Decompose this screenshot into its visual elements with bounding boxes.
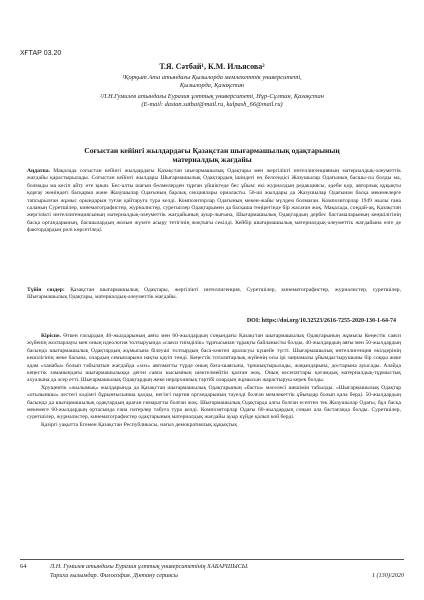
- body-paragraph-1-text: Өткен ғасырдың 40-жылдарының аяғы мен 60-жылдардың соңындағы Қазақстан шығармашылық Одақтарының жұмысы Кеңестік саяси жүйенің жоспарлауы мен оның идеология толтыруында «саяси тиімділік» тұрғысынан тұрақты байланысты болды. 40-жылдардың аяғы мен 50-жылдардың басында шығармашылық Одақтардың жұмысына білеуші толтырдың баса-көктеп араласуы күшейе түсті. Шығармашылық интеллигенция өкілдерінің кешілігінің жеке басына, олардың семьяларына нақты қауіп төнді. Кеңестік тоталитарлық жүйенің осы ірі заңнамалы ұйымдастырушыны бір соққы жеке адам «ханабы» болып табылатын жағдайда «хиз» автоматты түрде оның баға-шаясына, тұншықтырылады, жақындарына, достарына ауысады. Алайда кеңестік заманындағы шығармашылыққа деген саяси кысымның шектелмейтін қалған жоқ. Оның кесепаттары қоғамдық материалдық-тұрмыстық ахуалына да әсер етті. Шығармашылық Одақтардың жеке иерархиялық тәртібі олардың жұмысын жарастыруы керек болды.: [27, 333, 401, 384]
- doi-link[interactable]: DOI: https://doi.org/10.32523/2616-7255-2020-130-1-64-74: [246, 318, 396, 324]
- affiliation-2-line-2: (E-mail: dastan.satbai@mail.ru, kulpash_66@mail.ru): [141, 101, 283, 108]
- article-title: [40, 146, 384, 164]
- affiliation-2: [40, 93, 384, 109]
- page-number: 64: [20, 563, 27, 570]
- abstract: [27, 168, 401, 235]
- affiliation-2-line-1: ²Л.Н.Гумилев атындағы Еуразия ұлттық университеті, Нұр-Сұлтан, Қазақстан: [100, 93, 324, 100]
- article-title-line-1: Соғыстан кейінгі жылдардағы Қазақстан шығармашылық одақтарының: [84, 146, 340, 155]
- keywords-text: Қазақстан шығармашылық Одақтары, жергілікті интеллигенция, Суретшілер, кинематографистер, журналистер, суретшілер, Шығармашылық Одақтары, материалдық-әлеуметтік жағдайы.: [27, 287, 401, 301]
- affiliation-1: [40, 74, 384, 90]
- body-paragraph-1: [27, 333, 401, 385]
- article-body: [27, 333, 401, 429]
- body-paragraph-2: Хрущевтік «жылымық» жылдарында да Қазақстан шығармашылық Одақтарының «басты» мәселесі шешімін табылды. «Шығармашылық Одақтар «отызыншы» лестегі кәдімгі бұрынғысынша қалды, негізгі партия органдарының тәуелді болған мемлекеттік ұйымдар болып қала берді. 50-жылдардың басында да шығармашылық одақтардың араған ғимаратты болған жоқ. Шығармашылық Одақтарда алғы болған есептен тек Жазушылар Одағы, бұл басқа мекемеге 60-жылдардың ортасында ғана пәтерлер табуға тура келді. Композиторлар Одағы 60-жылдардың соңын ала бастағанда болды. Суретшілер, суретшілер, журналистер, кинематографистер одақтарының материалдық жағдайы ауыр күйде қалып кой берді.: [27, 384, 401, 421]
- journal-series: Тарихи ғылымдар. Философия. Дінтану сериясы: [50, 572, 178, 579]
- intro-label: Кіріспе.: [41, 333, 61, 339]
- affiliation-1-line-2: Қызылорда, Қазақстан: [179, 82, 245, 89]
- keywords-label: Түйін сөздер:: [27, 287, 65, 293]
- affiliation-1-line-1: ¹Қорқыт Ата атындағы Қызылорда мемлекеттік университеті,: [122, 74, 302, 81]
- footer-divider: [20, 559, 404, 560]
- journal-name: Л.Н. Гумилев атындағы Еуразия ұлттық университетінің ХАБАРШЫСЫ.: [50, 563, 249, 570]
- article-title-line-2: материалдық жағдайы: [172, 155, 252, 164]
- abstract-text: Мақалада соғыстан кейінгі жылдардағы Қазақстан шығармашылық Одақтары мен жергілікті интеллигенцияның материалдық-әлеуметтік жағдайы қарастырылады. Соғыстан кейінгі жылдары Шығармашылық Одақтардың ішіндегі ең белсендісі Жазушылар Одағының басшы-сы болды ма, болмады ма кесіп айту өте қиын. Бес-алты шағын бөлмелерден тұрған үйшіктеде бес ұйым: екі журналдың редакциясы, әдеби қор, авторлық құқықты қорғау жөніндегі басқарма және Жазушылар Одағының барлық секциялары орналасты. 50-ші жылдары да Жазушылар Одағынан басқа мекемелерге тапсырылған жұмыс орындарын туған қайтаруға тура келді. Композиторлар Одағының мекен-жайы мүлдем болмаған. Композиторлар 1949 жылы ғана саланың Суретшілер, кинематографистер, журналистер, суретшілер Одақтарымен да басқаша төңірегінде бір жасаған жоқ. Мақалада, соңдай-ақ, Қазақстан жергілікті интеллигенциясының материалдық-әлеуметтік жағдайының ауыр-лығына, Шығармашылық Одақтардың дербес бастамаларының кеңшілігінің басқа органдарының, басшылардың жолын жүзеге асыру тетігінің жоқтығы секілді. Кейбір шығармашылық материалдық-әлеуметтік жағдайына өзге де фактордардың рөлі көрсетіледі.: [27, 168, 402, 234]
- abstract-label: Аңдатпа.: [27, 168, 50, 174]
- journal-issue: 1 (130)/2020: [371, 572, 404, 579]
- authors: Т.Я. Сәтбай¹, К.М. Ильясова²: [159, 62, 265, 71]
- keywords: [27, 287, 401, 302]
- body-paragraph-3: Қазіргі уақытта Егемен Қазақстан Республикасы, нағыз демократиялық құқықтық: [41, 421, 238, 428]
- xftar-code: ХҒТАР 03.20: [20, 50, 62, 57]
